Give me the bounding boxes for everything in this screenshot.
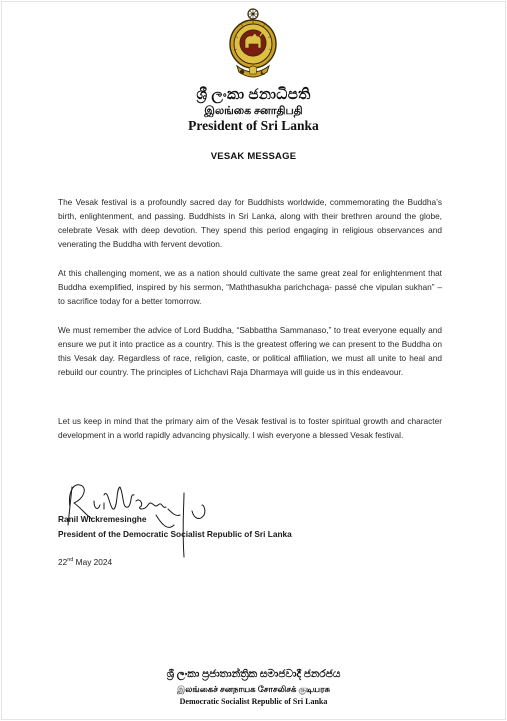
paragraph-3: We must remember the advice of Lord Buddha, “Sabbattha Sammanaso,” to treat everyone equally and ensure we put it into practice as a country. This is the greatest offering we can present to the Buddha on this Vesak day. Regardless of race, religion, caste, or political affiliation, we must all unite to heal and rebuild our country. The principles of Lichchavi Raja Dharmaya will guide us in this endeavour. <box>58 325 442 378</box>
paragraph-4: Let us keep in mind that the primary aim of the Vesak festival is to foster spiritual growth and character development in a world rapidly advancing physically. I wish everyone a blessed Vesak festival. <box>58 416 442 441</box>
date-day: 22 <box>58 557 68 567</box>
footer-tamil: இலங்கைச் சனநாயக சோசலிசக் குடியரசு <box>176 684 331 694</box>
letterhead-tamil: இலங்கை சனாதிபதி <box>204 105 303 117</box>
paragraph-2: At this challenging moment, we as a nation should cultivate the same great zeal for enlightenment that Buddha exemplified, inspired by his sermon, “Maththasukha parichchaga- passé che vipulan sukhan” – to sacrifice today for a better tomorrow. <box>58 268 442 307</box>
footer-english: Democratic Socialist Republic of Sri Lanka <box>179 697 328 706</box>
sri-lanka-emblem-icon <box>227 6 279 82</box>
document-title: VESAK MESSAGE <box>210 151 297 162</box>
date-suffix: nd <box>67 557 74 564</box>
date-line <box>58 557 112 567</box>
footer-sinhala: ශ්‍රී ලංකා ප්‍රජාතාන්ත්‍රික සමාජවාදී ජනරජය <box>166 669 341 680</box>
letterhead-sinhala: ශ්‍රී ලංකා ජනාධිපති <box>196 87 311 103</box>
paragraph-1: The Vesak festival is a profoundly sacred day for Buddhists worldwide, commemorating the Buddha’s birth, enlightenment, and passing. Buddhists in Sri Lanka, along with their brethren around the globe, celebrate Vesak with deep devotion. They spend this period engaging in religious observances and venerating the Buddha with fervent devotion. <box>58 197 442 250</box>
letterhead-english: President of Sri Lanka <box>188 118 319 133</box>
signer-name: Ranil Wickremesinghe <box>58 514 147 524</box>
signer-title: President of the Democratic Socialist Republic of Sri Lanka <box>58 529 292 539</box>
date-month-year: May 2024 <box>73 557 113 567</box>
